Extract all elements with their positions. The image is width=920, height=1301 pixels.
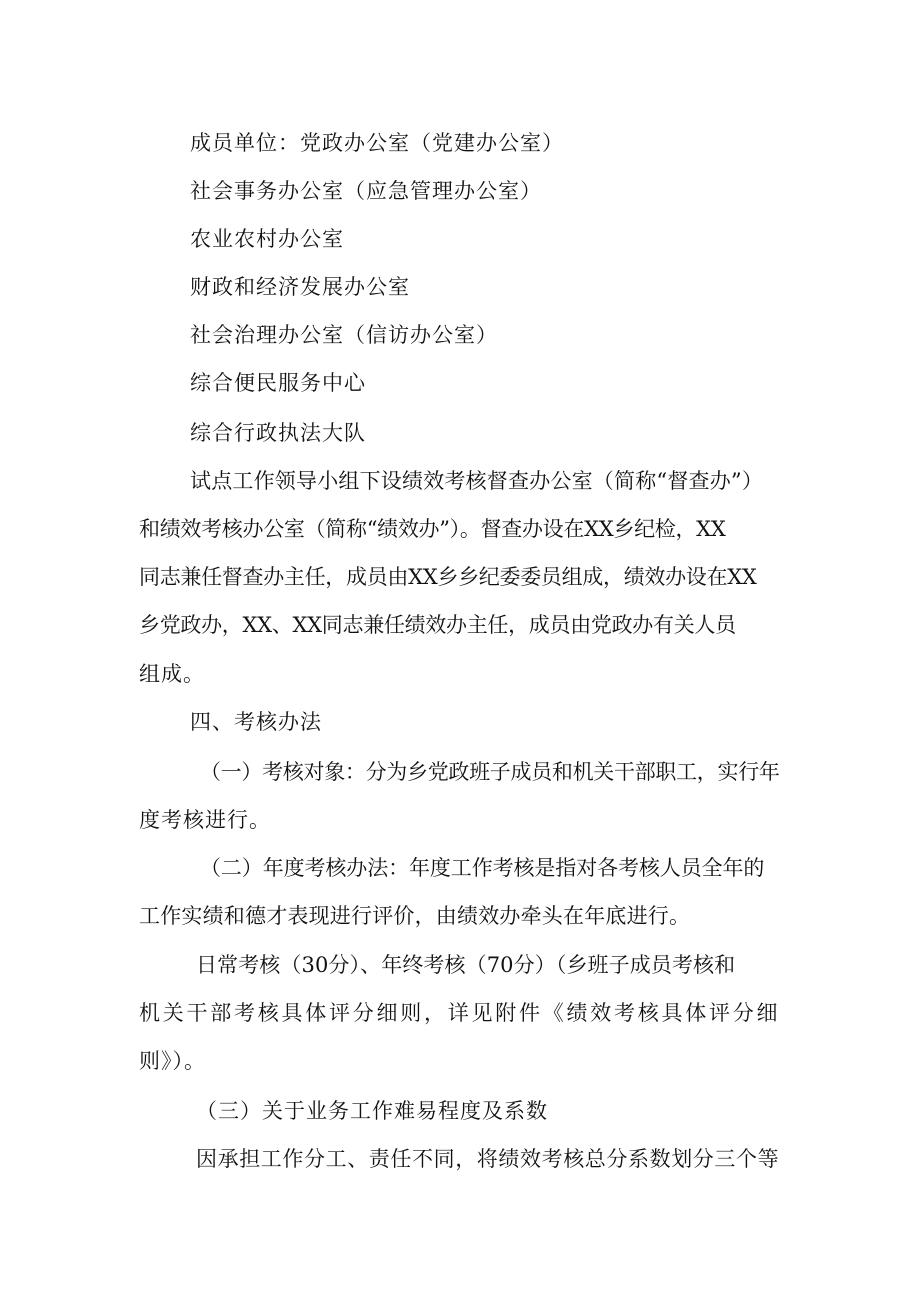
member-units-line-1: 成员单位：党政办公室（党建办公室） xyxy=(190,131,564,155)
member-units-line-7: 综合行政执法大队 xyxy=(190,421,366,445)
item-2-line-1: （二）年度考核办法：年度工作考核是指对各考核人员全年的 xyxy=(200,856,765,880)
item-2-line-2: 工作实绩和德才表现进行评价，由绩效办牵头在年底进行。 xyxy=(139,904,691,928)
office-paragraph-line-5: 组成。 xyxy=(139,662,205,686)
member-units-line-3: 农业农村办公室 xyxy=(190,227,344,251)
item-1-line-1: （一）考核对象：分为乡党政班子成员和机关干部职工，实行年 xyxy=(200,760,780,784)
scoring-line-1: 日常考核（30分）、年终考核（70分）（乡班子成员考核和 xyxy=(196,953,736,977)
scoring-line-2: 机关干部考核具体评分细则，详见附件《绩效考核具体评分细 xyxy=(139,1001,781,1025)
scoring-line-3: 则》）。 xyxy=(139,1049,206,1073)
member-units-line-4: 财政和经济发展办公室 xyxy=(190,275,410,299)
member-units-line-5: 社会治理办公室（信访办公室） xyxy=(190,323,498,347)
member-units-line-6: 综合便民服务中心 xyxy=(190,371,366,395)
office-paragraph-line-1: 试点工作领导小组下设绩效考核督查办公室（简称“督查办”） xyxy=(190,469,764,493)
office-paragraph-line-4: 乡党政办，XX、XX同志兼任绩效办主任，成员由党政办有关人员 xyxy=(139,613,736,637)
item-1-line-2: 度考核进行。 xyxy=(139,808,271,832)
item-3-heading: （三）关于业务工作难易程度及系数 xyxy=(196,1099,548,1123)
office-paragraph-line-3: 同志兼任督查办主任，成员由XX乡乡纪委委员组成，绩效办设在XX xyxy=(139,565,757,589)
final-paragraph-line-1: 因承担工作分工、责任不同，将绩效考核总分系数划分三个等 xyxy=(196,1147,780,1171)
office-paragraph-line-2: 和绩效考核办公室（简称“绩效办”）。督查办设在XX乡纪检，XX xyxy=(139,517,726,541)
section-4-heading: 四、考核办法 xyxy=(190,710,322,734)
member-units-line-2: 社会事务办公室（应急管理办公室） xyxy=(190,179,542,203)
